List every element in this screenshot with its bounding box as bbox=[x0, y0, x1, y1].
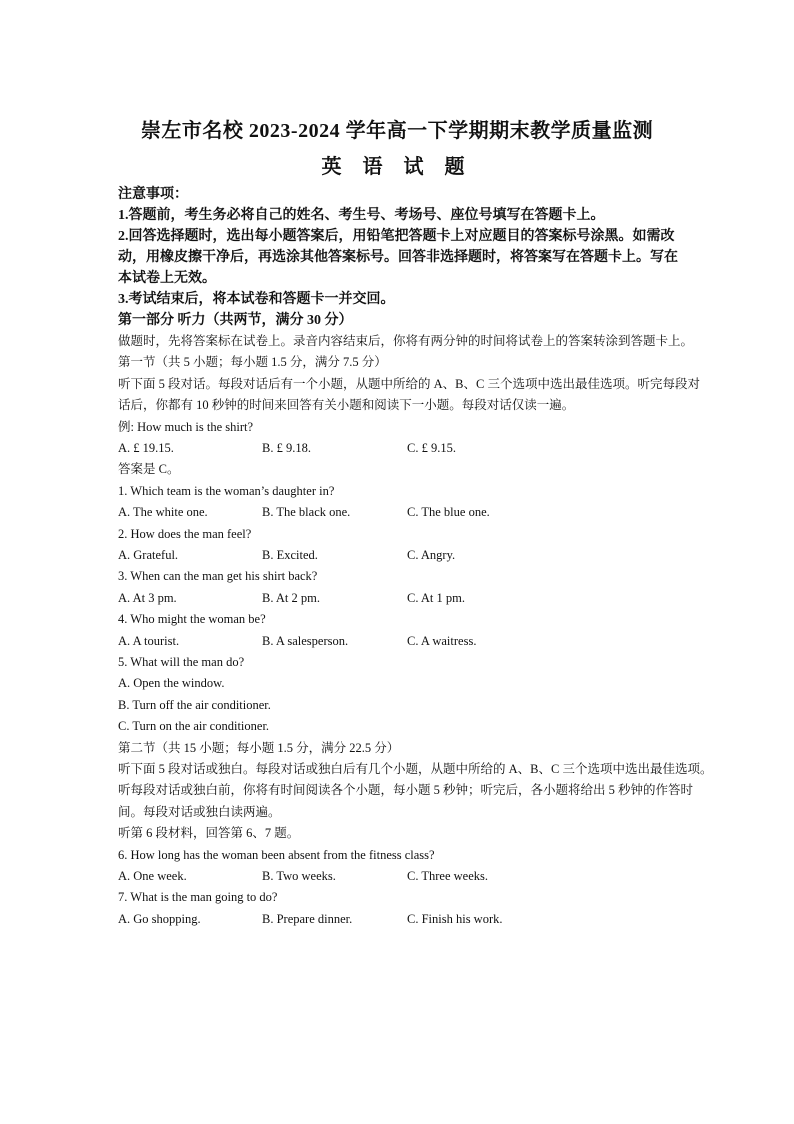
example-question: 例: How much is the shirt? bbox=[118, 419, 254, 434]
section1-heading: 第一节（共 5 小题；每小题 1.5 分，满分 7.5 分） bbox=[118, 355, 387, 370]
example-options bbox=[118, 438, 678, 459]
option-c: C. £ 9.15. bbox=[407, 441, 456, 456]
question-3-options bbox=[118, 588, 678, 609]
option-c: C. At 1 pm. bbox=[407, 590, 465, 605]
part1-intro: 做题时，先将答案标在试卷上。录音内容结束后，你将有两分钟的时间将试卷上的答案转涂到答题卡上。 bbox=[118, 334, 694, 348]
section2-instructions: 听下面 5 段对话或独白。每段对话或独白后有几个小题，从题中所给的 A、B、C 三个选项中选出最佳选项。 bbox=[118, 762, 713, 777]
option-b: B. Excited. bbox=[262, 548, 318, 563]
question-6-options bbox=[118, 866, 678, 887]
option-a: A. At 3 pm. bbox=[118, 590, 177, 605]
question-6: 6. How long has the woman been absent from the fitness class? bbox=[118, 847, 435, 862]
question-2-options bbox=[118, 545, 678, 566]
question-1-options bbox=[118, 502, 678, 523]
option-a: A. Go shopping. bbox=[118, 911, 201, 926]
option-c: C. The blue one. bbox=[407, 505, 490, 520]
question-1: 1. Which team is the woman’s daughter in? bbox=[118, 483, 335, 498]
page-subtitle: 英 语 试 题 bbox=[321, 156, 473, 178]
notice-item: 1.答题前，考生务必将自己的姓名、考生号、考场号、座位号填写在答题卡上。 bbox=[118, 208, 605, 223]
option-b: B. At 2 pm. bbox=[262, 590, 320, 605]
option-b: B. A salesperson. bbox=[262, 633, 349, 648]
option-c: C. Three weeks. bbox=[407, 869, 488, 884]
question-5: 5. What will the man do? bbox=[118, 655, 245, 670]
section1-instructions: 听下面 5 段对话。每段对话后有一个小题，从题中所给的 A、B、C 三个选项中选出最佳选项。听完每段对 bbox=[118, 376, 700, 391]
exam-content bbox=[118, 184, 713, 930]
question-4-options bbox=[118, 631, 678, 652]
section2-heading: 第二节（共 15 小题；每小题 1.5 分，满分 22.5 分） bbox=[118, 740, 400, 755]
question-7-options bbox=[118, 909, 678, 930]
option-a: A. One week. bbox=[118, 869, 187, 884]
question-7: 7. What is the man going to do? bbox=[118, 890, 278, 905]
option-a: A. Grateful. bbox=[118, 548, 179, 563]
option-a: A. Open the window. bbox=[118, 676, 225, 691]
section2-instructions: 间。每段对话或独白读两遍。 bbox=[118, 804, 281, 819]
option-a: A. The white one. bbox=[118, 505, 208, 520]
part1-heading: 第一部分 听力（共两节，满分 30 分） bbox=[118, 313, 353, 328]
option-a: A. £ 19.15. bbox=[118, 441, 174, 456]
option-b: B. Prepare dinner. bbox=[262, 911, 353, 926]
option-c: C. Finish his work. bbox=[407, 911, 503, 926]
example-answer: 答案是 C。 bbox=[118, 462, 180, 477]
option-c: C. A waitress. bbox=[407, 633, 477, 648]
option-b: B. The black one. bbox=[262, 505, 351, 520]
section2-instructions: 听每段对话或独白前，你将有时间阅读各个小题，每小题 5 秒钟；听完后，各小题将给出 5 秒钟的作答时 bbox=[118, 783, 694, 798]
option-b: B. Two weeks. bbox=[262, 869, 336, 884]
option-b: B. Turn off the air conditioner. bbox=[118, 697, 271, 712]
option-a: A. A tourist. bbox=[118, 633, 180, 648]
question-4: 4. Who might the woman be? bbox=[118, 612, 266, 627]
notice-heading: 注意事项： bbox=[118, 187, 188, 202]
question-2: 2. How does the man feel? bbox=[118, 526, 252, 541]
option-b: B. £ 9.18. bbox=[262, 441, 311, 456]
option-c: C. Turn on the air conditioner. bbox=[118, 719, 270, 734]
notice-item: 3.考试结束后，将本试卷和答题卡一并交回。 bbox=[118, 292, 395, 307]
page-title: 崇左市名校 2023-2024 学年高一下学期期末教学质量监测 bbox=[140, 120, 654, 142]
notice-item: 2.回答选择题时，选出每小题答案后，用铅笔把答题卡上对应题目的答案标号涂黑。如需改动，用橡皮擦干净后，再选涂其他答案标号。回答非选择题时，将答案写在答题卡上。写在本试卷上无效。 bbox=[118, 229, 678, 286]
material-note: 听第 6 段材料，回答第 6、7 题。 bbox=[118, 826, 300, 841]
section1-instructions: 话后，你都有 10 秒钟的时间来回答有关小题和阅读下一小题。每段对话仅读一遍。 bbox=[118, 398, 575, 413]
option-c: C. Angry. bbox=[407, 548, 456, 563]
question-3: 3. When can the man get his shirt back? bbox=[118, 569, 318, 584]
